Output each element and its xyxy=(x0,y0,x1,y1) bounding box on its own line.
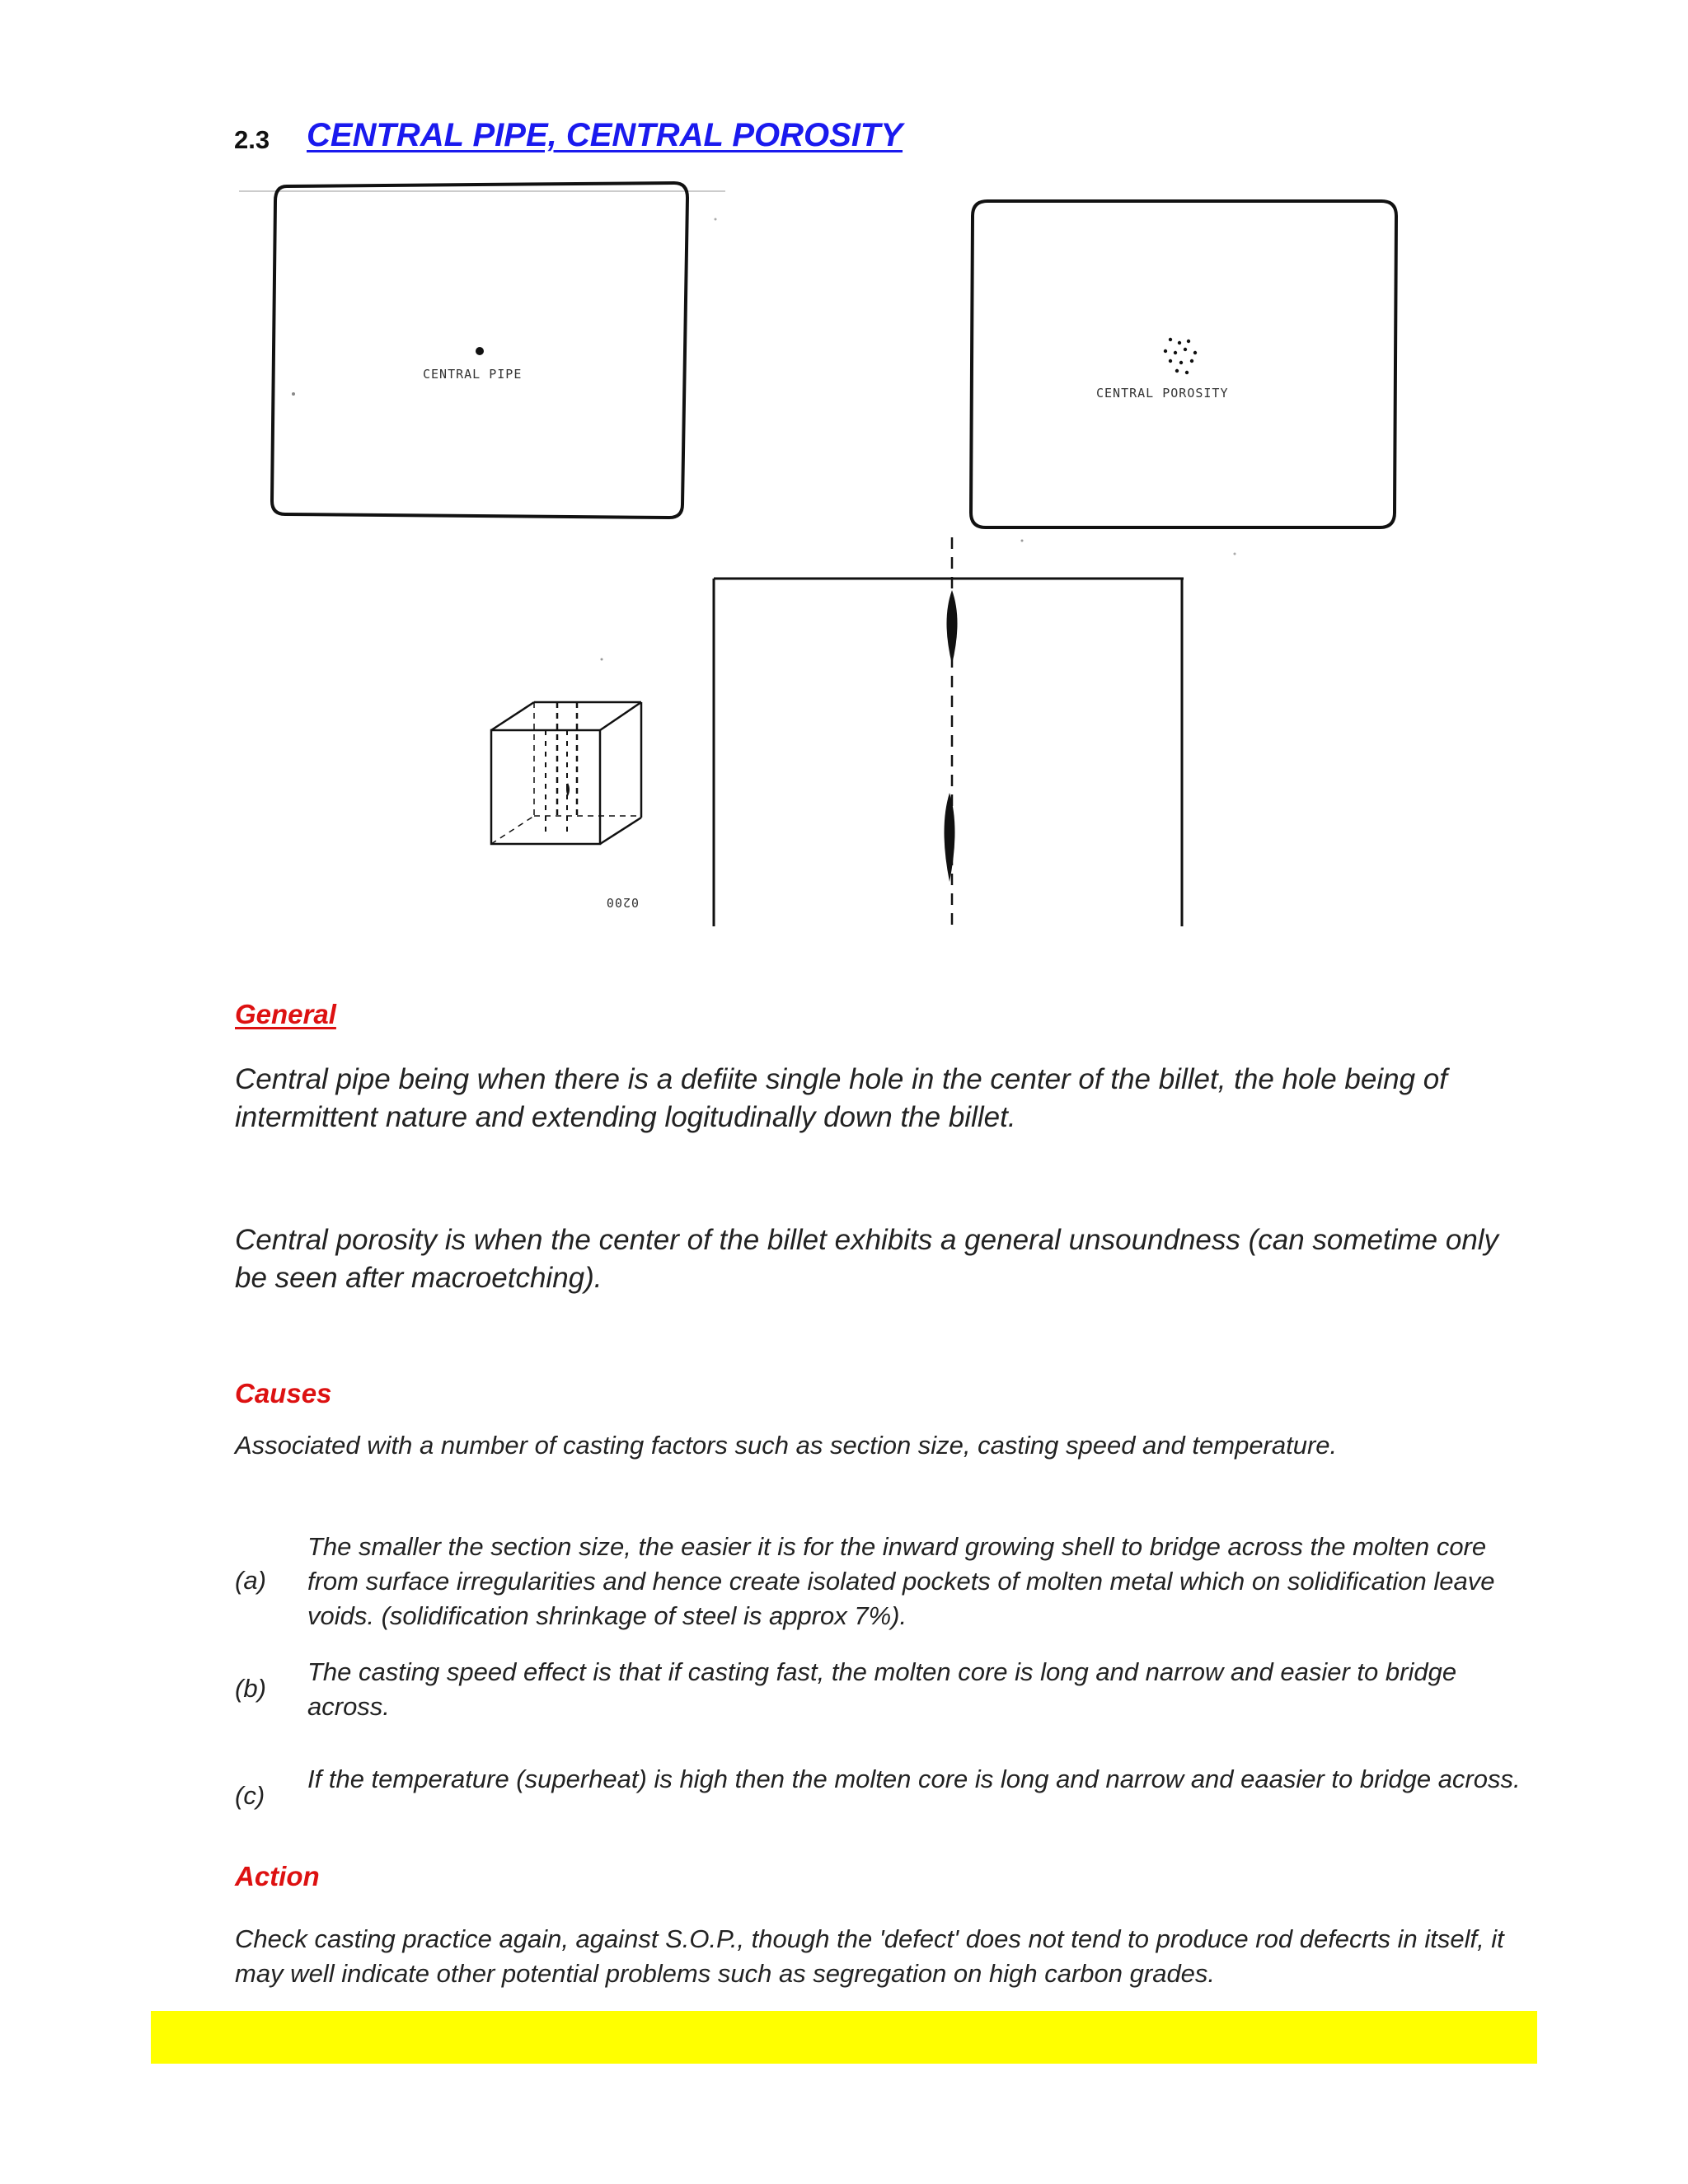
central-pipe-label: CENTRAL PIPE xyxy=(423,367,523,382)
causes-intro: Associated with a number of casting factors such as section size, casting speed and temperature. xyxy=(235,1431,1338,1460)
pipe-void-upper xyxy=(947,590,958,664)
central-porosity-section xyxy=(971,201,1396,527)
central-pipe-hole xyxy=(476,347,484,355)
general-para-2: Central porosity is when the center of the billet exhibits a general unsoundness (can sometime only be seen after macroetching). xyxy=(235,1224,1499,1294)
figure-code: 0200 xyxy=(605,895,639,910)
defect-figure xyxy=(0,0,1688,956)
pipe-void-lower xyxy=(945,793,955,882)
cause-item-label: (b) xyxy=(235,1674,266,1703)
central-porosity-label: CENTRAL POROSITY xyxy=(1096,386,1229,401)
general-para-1: Central pipe being when there is a defiite single hole in the center of the billet, the hole being of intermittent nature and extending logitudinally down the billet. xyxy=(235,1063,1447,1133)
cause-item-label: (c) xyxy=(235,1781,265,1810)
billet-cube-sketch xyxy=(491,702,641,844)
section-number: 2.3 xyxy=(234,125,270,154)
cause-item-text: The smaller the section size, the easier it is for the inward growing shell to bridge across the molten core from surface irregularities and hence create isolated pockets of molten metal which on solidification leave voids. (solidification shrinkage of steel is approx 7%). xyxy=(307,1532,1495,1630)
cause-item-text: If the temperature (superheat) is high then the molten core is long and narrow and eaasier to bridge across. xyxy=(307,1765,1521,1793)
general-heading: General xyxy=(235,999,336,1029)
cause-item-text: The casting speed effect is that if casting fast, the molten core is long and narrow and easier to bridge across. xyxy=(307,1657,1457,1721)
causes-heading: Causes xyxy=(235,1378,332,1408)
section-title[interactable]: CENTRAL PIPE, CENTRAL POROSITY xyxy=(307,117,903,153)
porosity-dots xyxy=(1164,338,1197,374)
action-heading: Action xyxy=(235,1861,320,1891)
highlight-bar xyxy=(151,2011,1537,2064)
cause-item-label: (a) xyxy=(235,1566,266,1595)
action-text: Check casting practice again, against S.O.P., though the 'defect' does not tend to produce rod defecrts in itself, it may well indicate other potential problems such as segregation on high carbon grades. xyxy=(235,1924,1504,1988)
